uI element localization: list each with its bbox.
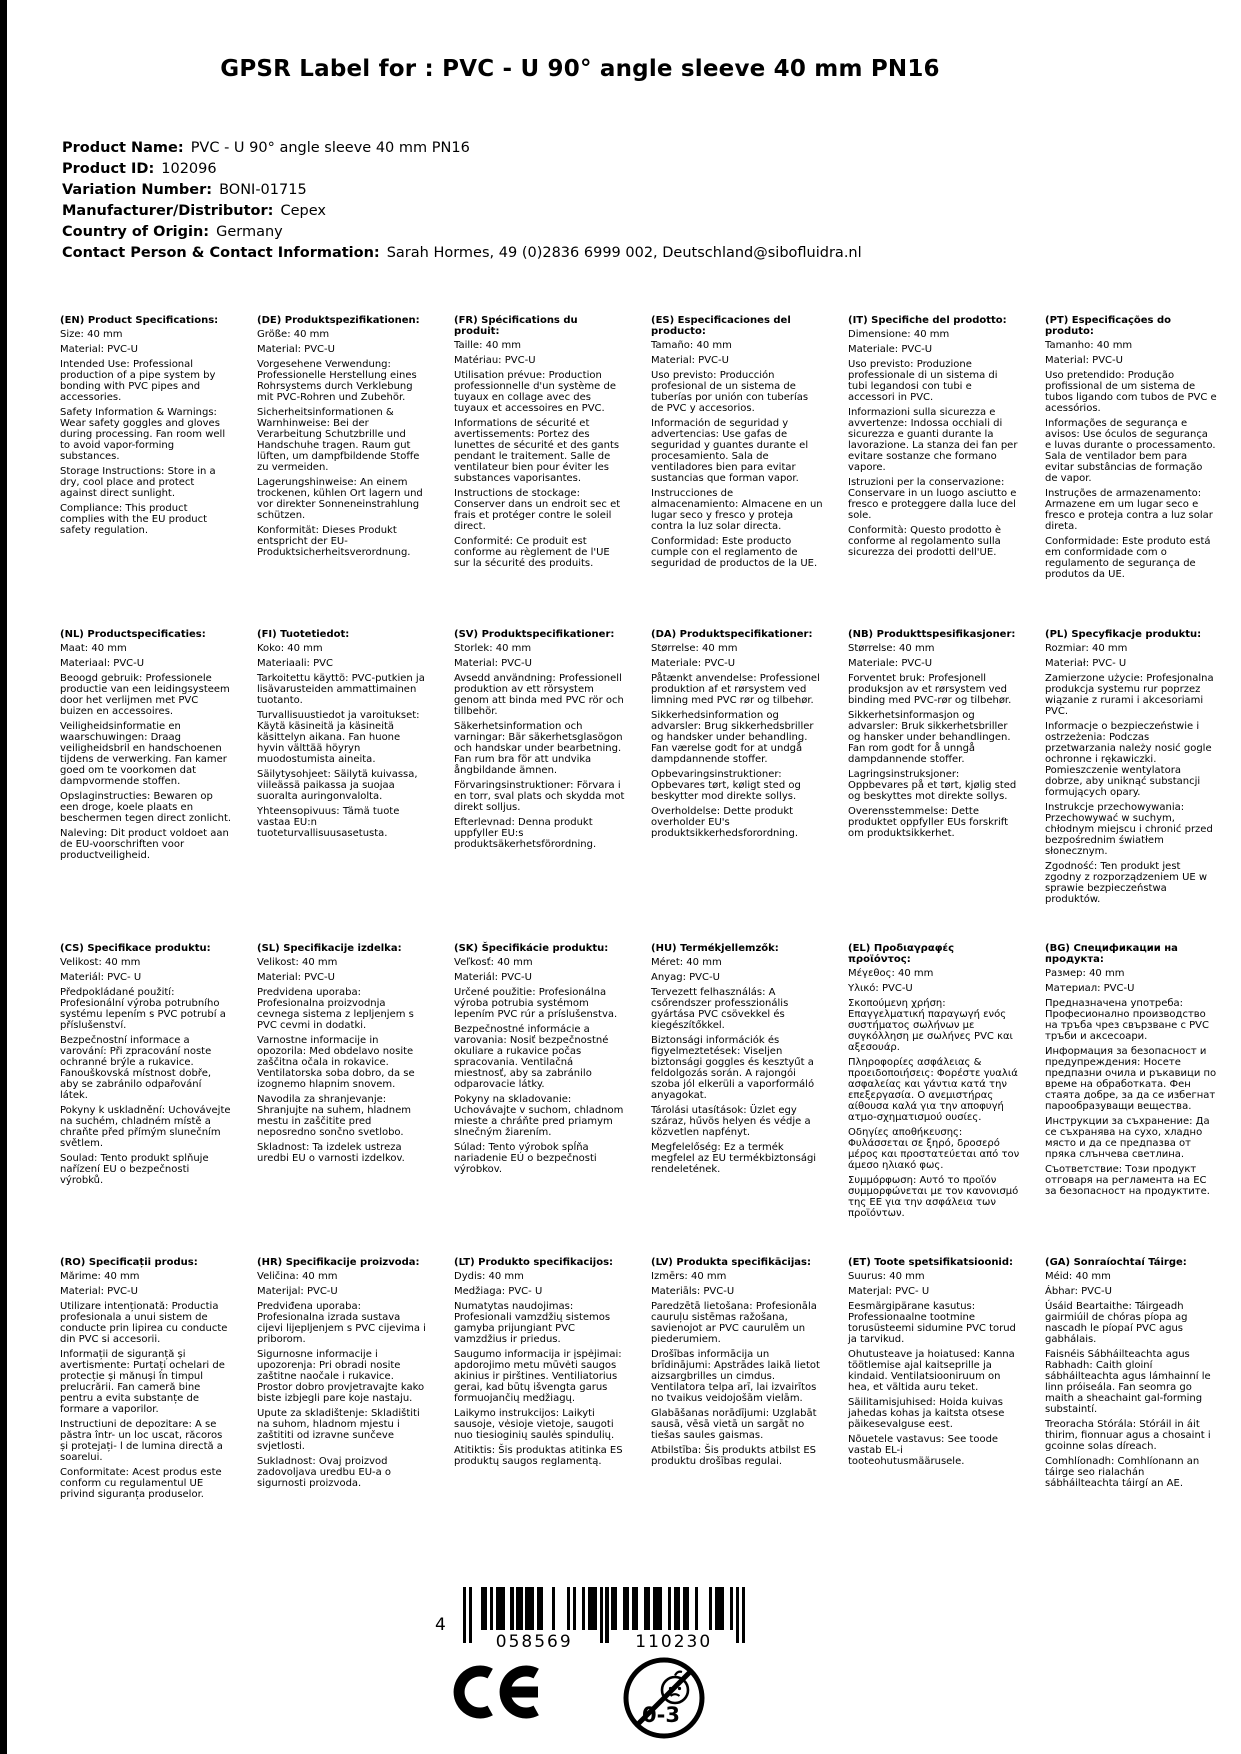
lang-block-sl: [257, 943, 429, 1257]
lang-paragraph: Conformité: Ce produit est conforme au règlement de l'UE sur la sécurité des produits.: [454, 536, 610, 569]
lang-paragraph: Size: 40 mm: [60, 329, 123, 340]
lang-paragraph: Comhlíonadh: Comhlíonann an táirge seo rialachán sábháilteachta táirgí an AE.: [1045, 1456, 1200, 1489]
lang-paragraph: Materiale: PVC-U: [848, 344, 933, 355]
lang-block-nb: [848, 629, 1020, 943]
lang-paragraph: Størrelse: 40 mm: [651, 643, 738, 654]
lang-paragraph: Maat: 40 mm: [60, 643, 127, 654]
barcode-bar: [600, 1587, 603, 1643]
lang-paragraph: Instruções de armazenamento: Armazene em um lugar seco e fresco e proteja contra a luz solar direta.: [1045, 488, 1213, 532]
lang-paragraph: Material: PVC-U: [60, 1286, 138, 1297]
product-info-label: Product Name:: [62, 140, 184, 156]
lang-paragraph: Medžiaga: PVC- U: [454, 1286, 543, 1297]
lang-paragraph: Forventet bruk: Profesjonell produksjon av et rørsystem ved binding med PVC-rør og tilbehør.: [848, 673, 1012, 706]
lang-paragraph: Påtænkt anvendelse: Professionel produktion af et rørsystem ved limning med PVC rør og tilbehør.: [651, 673, 820, 706]
lang-paragraph: Taille: 40 mm: [454, 340, 522, 351]
lang-block-title: (LV) Produkta specifikācijas:: [651, 1257, 811, 1268]
lang-paragraph: Material: PVC-U: [454, 658, 532, 669]
page-title: GPSR Label for : PVC - U 90° angle sleeve 40 mm PN16: [220, 56, 940, 82]
lang-paragraph: Συμμόρφωση: Αυτό το προϊόν συμμορφώνεται με τον κανονισμό της ΕΕ για την ασφάλεια των προϊόντων.: [848, 1175, 1019, 1219]
lang-paragraph: Velikost: 40 mm: [257, 957, 338, 968]
lang-paragraph: Οδηγίες αποθήκευσης: Φυλάσσεται σε ξηρό, δροσερό μέρος και προστατεύεται από τον άμεσο ηλιακό φως.: [848, 1127, 1020, 1171]
lang-paragraph: Laikymo instrukcijos: Laikyti sausoje, vėsioje vietoje, saugoti nuo tiesioginių saulės spindulių.: [454, 1408, 615, 1441]
lang-paragraph: Informações de segurança e avisos: Use óculos de segurança e luvas durante o processamento. Sala de ventilador bem para evitar substâncias de formação de vapor.: [1045, 418, 1216, 484]
lang-paragraph: Informations de sécurité et avertissements: Portez des lunettes de sécurité et des gants pendant le traitement. Salle de ventilateur bien pour éviter les substances vaporisantes.: [454, 418, 620, 484]
lang-paragraph: Suurus: 40 mm: [848, 1271, 925, 1282]
barcode-bar: [573, 1587, 576, 1630]
lang-paragraph: Anyag: PVC-U: [651, 972, 720, 983]
lang-paragraph: Tamanho: 40 mm: [1045, 340, 1133, 351]
barcode-bar: [490, 1587, 493, 1630]
lang-paragraph: Mărime: 40 mm: [60, 1271, 140, 1282]
lang-paragraph: Størrelse: 40 mm: [848, 643, 935, 654]
barcode-bar: [531, 1587, 534, 1630]
lang-paragraph: Materiál: PVC- U: [60, 972, 142, 983]
lang-paragraph: Naleving: Dit product voldoet aan de EU-voorschriften voor productveiligheid.: [60, 828, 229, 861]
lang-block-ga: [1045, 1257, 1217, 1571]
age-restriction-0-3-icon: [622, 1656, 706, 1744]
lang-paragraph: Uso previsto: Producción profesional de un sistema de tuberías por unión con tuberías de PVC y accesorios.: [651, 370, 809, 414]
lang-block-title: (RO) Specificații produs:: [60, 1257, 198, 1268]
barcode-bar: [594, 1587, 597, 1630]
lang-paragraph: Atitiktis: Šis produktas atitinka ES produktų saugos reglamentą.: [454, 1445, 623, 1467]
lang-paragraph: Vorgesehene Verwendung: Professionelle Herstellung eines Rohrsystems durch Verklebung mit PVC-Rohren und Zubehör.: [257, 359, 417, 403]
lang-block-title: (LT) Produkto specifikacijos:: [454, 1257, 614, 1268]
lang-block-es: [651, 315, 823, 629]
lang-paragraph: Информация за безопасност и предупреждения: Носете предпазни очила и ръкавици по време на обработката. Фен стаята добре, за да се избегнат парообразуващи вещества.: [1045, 1046, 1217, 1112]
product-info-label: Variation Number:: [62, 182, 213, 198]
lang-paragraph: Material: PVC-U: [1045, 355, 1123, 366]
lang-paragraph: Lagringsinstruksjoner: Oppbevares på et tørt, kjølig sted og beskyttes mot direkte sollys.: [848, 769, 1017, 802]
product-info-label: Product ID:: [62, 161, 155, 177]
age-restriction-text: 0-3: [642, 1703, 680, 1727]
lang-paragraph: Atbilstība: Šis produkts atbilst ES produktu drošības regulai.: [651, 1445, 817, 1467]
lang-paragraph: Rozmiar: 40 mm: [1045, 643, 1128, 654]
barcode-bar: [540, 1587, 543, 1630]
lang-paragraph: Předpokládané použití: Profesionální výroba potrubního systému lepením s PVC potrubí a příslušenství.: [60, 987, 226, 1031]
lang-block-el: [848, 943, 1020, 1257]
lang-block-title: (FI) Tuotetiedot:: [257, 629, 350, 640]
lang-paragraph: Určené použitie: Profesionálna výroba potrubia systémom lepením PVC rúr a príslušenstva.: [454, 987, 618, 1020]
lang-paragraph: Tamaño: 40 mm: [651, 340, 732, 351]
lang-block-fi: [257, 629, 429, 943]
lang-paragraph: Turvallisuustiedot ja varoitukset: Käytä käsineitä ja käsineitä käsittelyn aikana. Fan huone hyvin välttää höyryn muodostumista aineita.: [257, 710, 420, 765]
lang-paragraph: Utilisation prévue: Production professionnelle d'un système de tuyaux en collage avec des tuyaux et accessoires en PVC.: [454, 370, 616, 414]
lang-paragraph: Säilytysohjeet: Säilytä kuivassa, viileässä paikassa ja suojaa suoralta auringonvalolta.: [257, 769, 418, 802]
lang-paragraph: Material: PVC-U: [651, 355, 729, 366]
barcode-bar: [502, 1587, 505, 1630]
lang-paragraph: Materiał: PVC- U: [1045, 658, 1127, 669]
barcode-prefix-digit: 4: [435, 1615, 446, 1635]
barcode-bar: [463, 1587, 466, 1643]
lang-paragraph: Zgodność: Ten produkt jest zgodny z rozporządzeniem UE w sprawie bezpieczeństwa produktów.: [1045, 861, 1208, 905]
lang-paragraph: Съответствие: Този продукт отговаря на регламента на ЕС за безопасност на продуктите.: [1045, 1164, 1210, 1197]
lang-paragraph: Informacje o bezpieczeństwie i ostrzeżenia: Podczas przetwarzania należy nosić gogle ochronne i rękawiczki. Pomieszczenie wentylatora dobrze, aby uniknąć substancji formujących opary.: [1045, 721, 1212, 798]
product-info-label: Country of Origin:: [62, 224, 210, 240]
barcode-bar: [614, 1587, 617, 1630]
ce-mark-icon: [452, 1662, 544, 1726]
lang-paragraph: Yhteensopivuus: Tämä tuote vastaa EU:n tuoteturvallisuusasetusta.: [257, 806, 400, 839]
lang-paragraph: Matériau: PVC-U: [454, 355, 536, 366]
lang-paragraph: Glabāšanas norādījumi: Uzglabāt sausā, vēsā vietā un sargāt no tiešas saules gaismas.: [651, 1408, 817, 1441]
lang-block-title: (HU) Termékjellemzők:: [651, 943, 779, 954]
lang-paragraph: Materiál: PVC-U: [454, 972, 532, 983]
lang-paragraph: Zamierzone użycie: Profesjonalna produkcja systemu rur poprzez wiązanie z rurami i akcesoriami PVC.: [1045, 673, 1214, 717]
lang-block-it: [848, 315, 1020, 629]
barcode-bar: [709, 1587, 712, 1630]
lang-block-title: (SK) Špecifikácie produktu:: [454, 943, 609, 954]
lang-block-fr: [454, 315, 626, 629]
lang-block-sv: [454, 629, 626, 943]
lang-paragraph: Informazioni sulla sicurezza e avvertenze: Indossa occhiali di sicurezza e guanti durante la lavorazione. La stanza dei fan per evitare sostanze che formano vapore.: [848, 407, 1018, 473]
lang-block-hr: [257, 1257, 429, 1571]
lang-paragraph: Sikkerhedsinformation og advarsler: Brug sikkerhedsbriller og handsker under behandling. Fan værelse godt for at undgå dampdannende stoffer.: [651, 710, 814, 765]
barcode-bar: [647, 1587, 650, 1630]
barcode-bar: [605, 1587, 608, 1643]
lang-block-da: [651, 629, 823, 943]
product-info-line: [62, 201, 862, 222]
lang-block-title: (HR) Specifikacije proizvoda:: [257, 1257, 420, 1268]
lang-paragraph: Conformidade: Este produto está em conformidade com o regulamento de segurança de produtos da UE.: [1045, 536, 1211, 580]
lang-paragraph: Méid: 40 mm: [1045, 1271, 1111, 1282]
lang-paragraph: Υλικό: PVC-U: [848, 983, 913, 994]
lang-block-title: (IT) Specifiche del prodotto:: [848, 315, 1007, 326]
lang-paragraph: Conformitate: Acest produs este conform cu regulamentul UE privind siguranța produselor.: [60, 1467, 222, 1500]
lang-paragraph: Numatytas naudojimas: Profesionali vamzdžių sistemos gamyba prijungiant PVC vamzdžius ir priedus.: [454, 1301, 611, 1345]
lang-block-pt: [1045, 315, 1217, 629]
product-info-line: [62, 222, 862, 243]
lang-paragraph: Материал: PVC-U: [1045, 983, 1135, 994]
lang-paragraph: Predvidena uporaba: Profesionalna proizvodnja cevnega sistema z lepljenjem s PVC cevmi in dodatki.: [257, 987, 414, 1031]
lang-paragraph: Treoracha Stórála: Stóráil in áit thirim, fionnuar agus a chosaint i gcoinne solas díreach.: [1045, 1419, 1211, 1452]
lang-paragraph: Eesmärgipärane kasutus: Professionaalne tootmine torusüsteemi sidumine PVC torud ja tarvikud.: [848, 1301, 1016, 1345]
lang-paragraph: Ábhar: PVC-U: [1045, 1286, 1112, 1297]
lang-paragraph: Storlek: 40 mm: [454, 643, 532, 654]
lang-paragraph: Materijal: PVC-U: [257, 1286, 338, 1297]
lang-paragraph: Navodila za shranjevanje: Shranjujte na suhem, hladnem mestu in zaščitite pred neposredno sončno svetlobo.: [257, 1094, 412, 1138]
lang-block-et: [848, 1257, 1020, 1571]
lang-paragraph: Veličina: 40 mm: [257, 1271, 338, 1282]
lang-paragraph: Πληροφορίες ασφάλειας & προειδοποιήσεις: Φορέστε γυαλιά ασφαλείας και γάντια κατά την επεξεργασία. Ο ανεμιστήρας αίθουσα καλά για την αποφυγή ατμο-σχηματισμού ουσίες.: [848, 1057, 1018, 1123]
lang-paragraph: Conformità: Questo prodotto è conforme al regolamento sulla sicurezza dei prodotti dell'UE.: [848, 525, 1002, 558]
lang-paragraph: Konformität: Dieses Produkt entspricht der EU-Produktsicherheitsverordnung.: [257, 525, 411, 558]
lang-paragraph: Súlad: Tento výrobok spĺňa nariadenie EÚ o bezpečnosti výrobkov.: [454, 1142, 597, 1175]
lang-paragraph: Utilizare intenționată: Productia profesionala a unui sistem de conducte prin lipirea cu conducte din PVC si accesorii.: [60, 1301, 228, 1345]
lang-block-de: [257, 315, 429, 629]
lang-paragraph: Opslaginstructies: Bewaren op een droge, koele plaats en beschermen tegen direct zonlicht.: [60, 791, 232, 824]
lang-paragraph: Размер: 40 mm: [1045, 968, 1125, 979]
lang-paragraph: Instrucciones de almacenamiento: Almacene en un lugar seco y fresco y proteja contra la luz solar directa.: [651, 488, 823, 532]
lang-block-title: (BG) Спецификации на продукта:: [1045, 943, 1178, 965]
lang-paragraph: Material: PVC-U: [257, 344, 335, 355]
lang-block-title: (ET) Toote spetsifikatsioonid:: [848, 1257, 1014, 1268]
product-info-value: PVC - U 90° angle sleeve 40 mm PN16: [190, 140, 470, 156]
lang-paragraph: Tervezett felhasználás: A csőrendszer professzionális gyártása PVC csövekkel és kiegészítőkkel.: [651, 987, 789, 1031]
lang-block-title: (DE) Produktspezifikationen:: [257, 315, 420, 326]
lang-paragraph: Informații de siguranță și avertismente: Purtați ochelari de protecție și mănuși în timpul prelucrării. Fan cameră bine pentru a evita substanțe de formare a vaporilor.: [60, 1349, 225, 1415]
barcode-bar: [659, 1587, 662, 1630]
page-edge-artifact: [0, 0, 7, 1754]
lang-paragraph: Izmērs: 40 mm: [651, 1271, 727, 1282]
lang-paragraph: Biztonsági információk és figyelmeztetések: Viseljen biztonsági goggles és kesztyűt a feldolgozás során. A rajongói szoba jól elkerüli a vaporformáló anyagokat.: [651, 1035, 815, 1101]
lang-block-title: (NB) Produkttspesifikasjoner:: [848, 629, 1016, 640]
lang-block-title: (SV) Produktspecifikationer:: [454, 629, 615, 640]
lang-block-en: [60, 315, 232, 629]
lang-block-title: (EL) Προδιαγραφές προϊόντος:: [848, 943, 955, 965]
lang-paragraph: Conformidad: Este producto cumple con el reglamento de seguridad de productos de la UE.: [651, 536, 818, 569]
lang-paragraph: Säilitamisjuhised: Hoida kuivas jahedas kohas ja kaitsta otsese päikesevalguse eest.: [848, 1397, 1005, 1430]
lang-paragraph: Инструкции за съхранение: Да се съхранява на сухо, хладно място и да се предпазва от пряка слънчева светлина.: [1045, 1116, 1210, 1160]
lang-block-sk: [454, 943, 626, 1257]
lang-paragraph: Veľkosť: 40 mm: [454, 957, 533, 968]
product-info-line: [62, 159, 862, 180]
barcode-group2-digits: 110230: [635, 1632, 713, 1652]
lang-paragraph: Materiale: PVC-U: [651, 658, 736, 669]
lang-paragraph: Información de seguridad y advertencias: Use gafas de seguridad y guantes durante el procesamiento. Sala de ventiladores bien para evitar sustancias que forman vapor.: [651, 418, 809, 484]
lang-paragraph: Opbevaringsinstruktioner: Opbevares tørt, køligt sted og beskytter mod direkte sollys.: [651, 769, 801, 802]
lang-block-title: (FR) Spécifications du produit:: [454, 315, 578, 337]
lang-block-ro: [60, 1257, 232, 1571]
barcode-bar: [552, 1587, 555, 1630]
lang-paragraph: Instructions de stockage: Conserver dans un endroit sec et frais et protéger contre le soleil direct.: [454, 488, 621, 532]
lang-paragraph: Material: PVC-U: [257, 972, 335, 983]
product-info-value: Germany: [216, 224, 283, 240]
lang-paragraph: Compliance: This product complies with the EU product safety regulation.: [60, 503, 208, 536]
barcode-bar: [626, 1587, 629, 1630]
lang-paragraph: Intended Use: Professional production of a pipe system by bonding with PVC pipes and accessories.: [60, 359, 216, 403]
lang-block-bg: [1045, 943, 1217, 1257]
lang-paragraph: Предназначена употреба: Професионално производство на тръба чрез свързване с PVC тръби и аксесоари.: [1045, 998, 1210, 1042]
product-info-value: BONI-01715: [219, 182, 307, 198]
lang-paragraph: Sicherheitsinformationen & Warnhinweise: Bei der Verarbeitung Schutzbrille und Handschuhe tragen. Raum gut lüften, um dampfbildende Stoffe zu vermeiden.: [257, 407, 420, 473]
lang-block-nl: [60, 629, 232, 943]
lang-paragraph: Veiligheidsinformatie en waarschuwingen: Draag veiligheidsbril en handschoenen tijdens de verwerking. Fan kamer goed om te voorkomen dat dampvormende stoffen.: [60, 721, 227, 787]
lang-paragraph: Material: PVC-U: [60, 344, 138, 355]
lang-paragraph: Σκοπούμενη χρήση: Επαγγελματική παραγωγή ενός συστήματος σωλήνων με συγκόλληση με σωλήνες PVC και αξεσουάρ.: [848, 998, 1013, 1053]
lang-paragraph: Instrukcje przechowywania: Przechowywać w suchym, chłodnym miejscu i chronić przed bezpośrednim światłem słonecznym.: [1045, 802, 1213, 857]
lang-block-lv: [651, 1257, 823, 1571]
lang-paragraph: Säkerhetsinformation och varningar: Bär säkerhetsglasögon och handskar under bearbetning. Fan rum bra för att undvika ångbildande ämnen.: [454, 721, 623, 776]
lang-paragraph: Pokyny na skladovanie: Uchovávajte v suchom, chladnom mieste a chráňte pred priamym slnečným žiarením.: [454, 1094, 624, 1138]
barcode-group1-digits: 058569: [495, 1632, 573, 1652]
lang-paragraph: Méret: 40 mm: [651, 957, 722, 968]
product-info-line: [62, 138, 862, 159]
lang-paragraph: Skladnost: Ta izdelek ustreza uredbi EU o varnosti izdelkov.: [257, 1142, 405, 1164]
lang-paragraph: Paredzētā lietošana: Profesionāla cauruļu sistēmas ražošana, savienojot ar PVC caurulēm un piederumiem.: [651, 1301, 817, 1345]
product-info-value: Cepex: [280, 203, 326, 219]
lang-paragraph: Drošības informācija un brīdinājumi: Apstrādes laikā lietot aizsargbrilles un cimdus. Ventilatora telpa arī, lai izvairītos no tvaikus veidojošām vielām.: [651, 1349, 820, 1404]
lang-paragraph: Lagerungshinweise: An einem trockenen, kühlen Ort lagern und vor direkter Sonneneinstrahlung schützen.: [257, 477, 423, 521]
product-info-line: [62, 243, 862, 264]
barcode-bar: [695, 1587, 698, 1630]
lang-block-pl: [1045, 629, 1217, 943]
lang-paragraph: Megfelelőség: Ez a termék megfelel az EU termékbiztonsági rendeletének.: [651, 1142, 817, 1175]
lang-paragraph: Sikkerhetsinformasjon og advarsler: Bruk sikkerhetsbriller og hansker under behandlingen. Fan rom godt for å unngå dampdannende stoffer.: [848, 710, 1011, 765]
barcode-bar: [582, 1587, 585, 1630]
barcode-bar: [686, 1587, 689, 1630]
lang-block-title: (DA) Produktspecifikationer:: [651, 629, 813, 640]
product-info-value: Sarah Hormes, 49 (0)2836 6999 002, Deutschland@sibofluidra.nl: [386, 245, 862, 261]
lang-paragraph: Μέγεθος: 40 mm: [848, 968, 934, 979]
lang-block-lt: [454, 1257, 626, 1571]
lang-paragraph: Overensstemmelse: Dette produktet oppfyller EUs forskrift om produktsikkerhet.: [848, 806, 1009, 839]
lang-paragraph: Storage Instructions: Store in a dry, cool place and protect against direct sunlight.: [60, 466, 216, 499]
lang-paragraph: Nõuetele vastavus: See toode vastab EL-i tooteohutusmäärusele.: [848, 1434, 999, 1467]
lang-paragraph: Materiale: PVC-U: [848, 658, 933, 669]
lang-block-title: (ES) Especificaciones del producto:: [651, 315, 791, 337]
barcode-bar: [677, 1587, 680, 1630]
lang-paragraph: Velikost: 40 mm: [60, 957, 141, 968]
lang-paragraph: Saugumo informacija ir įspėjimai: apdorojimo metu mūvėti saugos akinius ir pirštines. Ventiliatorius gerai, kad būtų išvengta garus formuojančių medžiagų.: [454, 1349, 622, 1404]
lang-block-title: (PT) Especificações do produto:: [1045, 315, 1171, 337]
lang-block-title: (NL) Productspecificaties:: [60, 629, 206, 640]
lang-paragraph: Overholdelse: Dette produkt overholder EU's produktsikkerhedsforordning.: [651, 806, 799, 839]
product-info-label: Manufacturer/Distributor:: [62, 203, 274, 219]
lang-paragraph: Upute za skladištenje: Skladištiti na suhom, hladnom mjestu i zaštititi od izravne sunčeve svjetlosti.: [257, 1408, 420, 1452]
lang-paragraph: Efterlevnad: Denna produkt uppfyller EU:s produktsäkerhetsförordning.: [454, 817, 597, 850]
lang-block-title: (CS) Specifikace produktu:: [60, 943, 211, 954]
lang-paragraph: Sigurnosne informacije i upozorenja: Pri obradi nosite zaštitne naočale i rukavice. Prostor dobro provjetravajte kako biste izbjegli pare koje nastaju.: [257, 1349, 425, 1404]
lang-paragraph: Dimensione: 40 mm: [848, 329, 950, 340]
lang-paragraph: Bezpečnostní informace a varování: Při zpracování noste ochranné brýle a rukavice. Fanouškovská místnost dobře, aby se zabránilo odpařování látek.: [60, 1035, 212, 1101]
lang-block-cs: [60, 943, 232, 1257]
barcode-bar: [730, 1587, 733, 1630]
product-info-label: Contact Person & Contact Information:: [62, 245, 380, 261]
lang-block-hu: [651, 943, 823, 1257]
lang-paragraph: Faisnéis Sábháilteachta agus Rabhadh: Caith gloiní sábháilteachta agus lámhainní le linn próiseála. Fan seomra go maith a sheachaint gal-forming substaintí.: [1045, 1349, 1211, 1415]
lang-paragraph: Avsedd användning: Professionell produktion av ett rörsystem genom att binda med PVC rör och tillbehör.: [454, 673, 624, 717]
product-info-line: [62, 180, 862, 201]
barcode-bar: [519, 1587, 522, 1630]
lang-paragraph: Bezpečnostné informácie a varovania: Nosiť bezpečnostné okuliare a rukavice počas spracovania. Ventilačná miestnosť, aby sa zabránilo odparovacie látky.: [454, 1024, 609, 1090]
barcode-bar: [668, 1587, 671, 1630]
lang-block-title: (GA) Sonraíochtaí Táirge:: [1045, 1257, 1187, 1268]
lang-paragraph: Beoogd gebruik: Professionele productie van een leidingsysteem door het verlijmen met PVC buizen en accessoires.: [60, 673, 230, 717]
lang-paragraph: Predviđena uporaba: Profesionalna izrada sustava cijevi lijepljenjem s PVC cijevima i priborom.: [257, 1301, 426, 1345]
language-blocks-grid: [60, 315, 1215, 1571]
lang-paragraph: Materjal: PVC- U: [848, 1286, 930, 1297]
barcode-bar: [484, 1587, 487, 1630]
product-info-value: 102096: [161, 161, 217, 177]
lang-paragraph: Úsáid Beartaithe: Táirgeadh gairmiúil de chóras píopa ag nascadh le píopaí PVC agus gabhálais.: [1045, 1301, 1188, 1345]
lang-block-title: (PL) Specyfikacje produktu:: [1045, 629, 1202, 640]
lang-paragraph: Koko: 40 mm: [257, 643, 323, 654]
lang-paragraph: Instructiuni de depozitare: A se păstra într- un loc uscat, răcoros și protejați- l de lumina directă a soarelui.: [60, 1419, 223, 1463]
barcode-bar: [742, 1587, 745, 1643]
lang-block-title: (SL) Specifikacije izdelka:: [257, 943, 402, 954]
lang-paragraph: Größe: 40 mm: [257, 329, 330, 340]
lang-paragraph: Materiaali: PVC: [257, 658, 333, 669]
lang-paragraph: Tarkoitettu käyttö: PVC-putkien ja lisävarusteiden ammattimainen tuotanto.: [257, 673, 425, 706]
barcode-bar: [510, 1587, 513, 1630]
product-info-block: [62, 138, 862, 264]
lang-block-title: (EN) Product Specifications:: [60, 315, 219, 326]
lang-paragraph: Safety Information & Warnings: Wear safety goggles and gloves during processing. Fan room well to avoid vapor-forming substances.: [60, 407, 226, 462]
lang-paragraph: Sukladnost: Ovaj proizvod zadovoljava uredbu EU-a o sigurnosti proizvoda.: [257, 1456, 392, 1489]
lang-paragraph: Uso previsto: Produzione professionale di un sistema di tubi legandosi con tubi e accessori in PVC.: [848, 359, 998, 403]
lang-paragraph: Materiāls: PVC-U: [651, 1286, 735, 1297]
barcode-bar: [635, 1587, 638, 1630]
lang-paragraph: Istruzioni per la conservazione: Conservare in un luogo asciutto e fresco e proteggere dalla luce del sole.: [848, 477, 1017, 521]
lang-paragraph: Tárolási utasítások: Üzlet egy száraz, hűvös helyen és védje a közvetlen napfényt.: [651, 1105, 811, 1138]
lang-paragraph: Uso pretendido: Produção profissional de um sistema de tubos ligando com tubos de PVC e acessórios.: [1045, 370, 1217, 414]
barcode-bar: [567, 1587, 570, 1630]
lang-paragraph: Dydis: 40 mm: [454, 1271, 524, 1282]
lang-paragraph: Pokyny k uskladnění: Uchovávejte na suchém, chladném místě a chraňte před přímým slunečním světlem.: [60, 1105, 231, 1149]
lang-paragraph: Varnostne informacije in opozorila: Med obdelavo nosite zaščitna očala in rokavice. Ventilatorska soba dobro, da se izognemo hlapnim snovem.: [257, 1035, 415, 1090]
ean13-barcode: [435, 1587, 745, 1653]
lang-paragraph: Soulad: Tento produkt splňuje nařízení EU o bezpečnosti výrobků.: [60, 1153, 209, 1186]
barcode-bar: [736, 1587, 739, 1643]
barcode-bar: [721, 1587, 724, 1630]
lang-paragraph: Materiaal: PVC-U: [60, 658, 145, 669]
lang-paragraph: Förvaringsinstruktioner: Förvara i en torr, sval plats och skydda mot direkt solljus.: [454, 780, 625, 813]
lang-paragraph: Ohutusteave ja hoiatused: Kanna töötlemise ajal kaitseprille ja kindaid. Ventilatsiooniruum on hea, et vältida auru teket.: [848, 1349, 1015, 1393]
